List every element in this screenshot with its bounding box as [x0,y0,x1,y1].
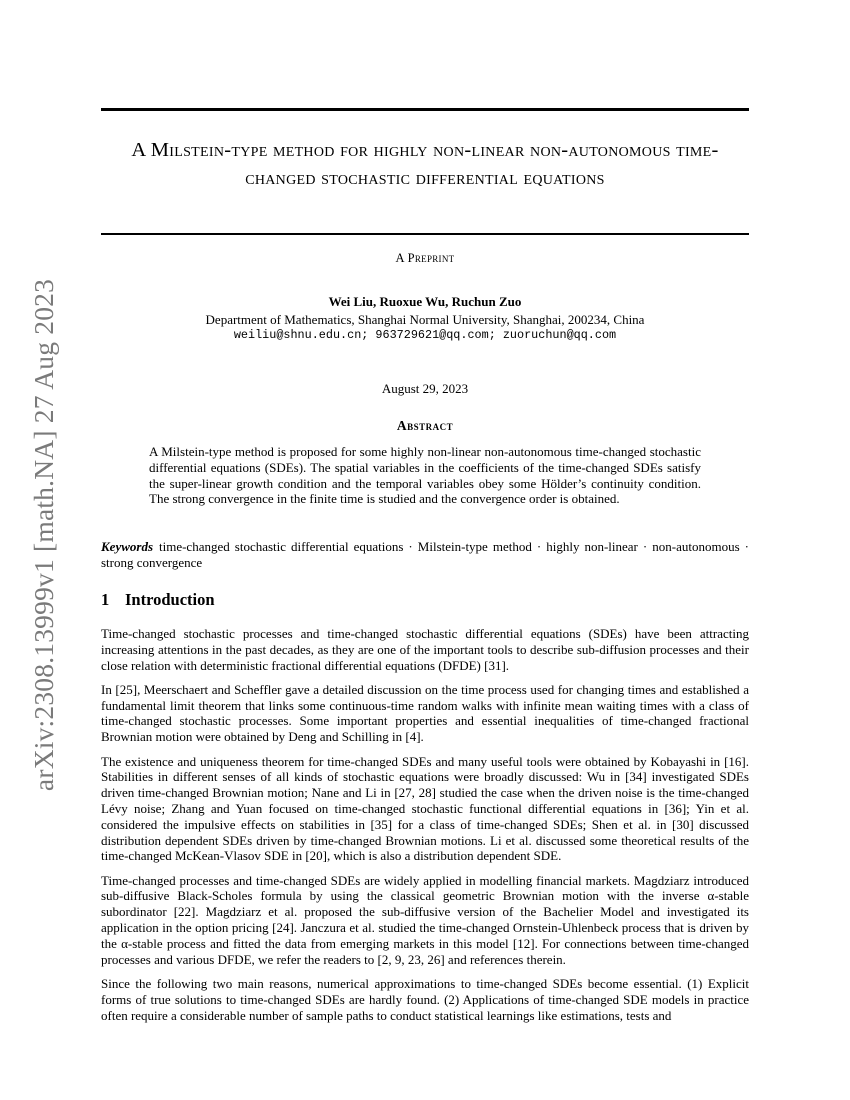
preprint-label: A Preprint [395,251,455,265]
author-emails: weiliu@shnu.edu.cn; 963729621@qq.com; zuoruchun@qq.com [233,328,617,342]
paper-date: August 29, 2023 [381,381,469,396]
body-paragraph: Time-changed processes and time-changed SDEs are widely applied in modelling financial markets. Magdziarz introduced sub-diffusive Black-Scholes formula by using the classical geometric Brownian motion with the inverse α-stable subordinator [22]. Magdziarz et al. proposed the sub-diffusive version of the Bachelier Model and investigated its application in the option pricing [24]. Janczura et al. studied the time-changed Ornstein-Uhlenbeck process that is driven by the α-stable process and fitted the data from emerging markets in this model [12]. For connections between time-changed processes and various DFDE, we refer the readers to [2, 9, 23, 26] and references therein. [101,872,749,967]
paper-title: A Milstein-type method for highly non-linear non-autonomous time-changed stochastic differential equations [131,139,719,189]
author-list: Wei Liu, Ruoxue Wu, Ruchun Zuo [328,294,522,309]
body-paragraph: The existence and uniqueness theorem for time-changed SDEs and many useful tools were obtained by Kobayashi in [16]. Stabilities in different senses of all kinds of stochastic equations were broadly discussed: Wu in [34] investigated SDEs driven time-changed Brownian motion; Nane and Li in [27, 28] studied the case when the driven noise is the time-changed Lévy noise; Zhang and Yuan focused on time-changed stochastic functional differential equations in [36]; Yin et al. considered the impulsive effects on stabilities in [35] for a class of time-changed SDEs; Shen et al. in [30] discussed distribution dependent SDEs driven by time-changed Brownian motions. Li et al. discussed some theoretical results of the time-changed McKean-Vlasov SDE in [20], which is also a distribution dependent SDE. [101,753,749,864]
section-title: Introduction [125,590,215,609]
keywords-text: time-changed stochastic differential equations · Milstein-type method · highly non-linear · non-autonomous · strong convergence [101,539,749,570]
arxiv-identifier-stamp [19,270,69,800]
arxiv-identifier-text: arXiv:2308.13999v1 [math.NA] 27 Aug 2023 [28,278,59,792]
abstract-text: A Milstein-type method is proposed for some highly non-linear non-autonomous time-changed stochastic differential equations (SDEs). The spatial variables in the coefficients of the time-changed SDEs satisfy the super-linear growth condition and the temporal variables obey some Hölder’s continuity condition. The strong convergence in the finite time is studied and the convergence order is obtained. [149,444,701,507]
abstract-heading: Abstract [396,418,454,433]
title-top-rule [101,108,749,111]
author-affiliation: Department of Mathematics, Shanghai Normal University, Shanghai, 200234, China [205,312,645,327]
title-bottom-rule [101,233,749,235]
body-paragraph: Since the following two main reasons, numerical approximations to time-changed SDEs become essential. (1) Explicit forms of true solutions to time-changed SDEs are hardly found. (2) Applications of time-changed SDE models in practice often require a considerable number of sample paths to conduct statistical learnings like estimations, tests and [101,975,749,1023]
body-paragraph: Time-changed stochastic processes and time-changed stochastic differential equations (SDEs) have been attracting increasing attentions in the past decades, as they are one of the important tools to describe sub-diffusion processes and their close relation with deterministic fractional differential equations (DFDE) [31]. [101,626,749,673]
keywords-block [101,539,749,571]
introduction-body [101,626,749,1032]
keywords-label: Keywords [101,539,153,554]
section-number: 1 [101,590,110,609]
section-heading-introduction [101,590,749,610]
body-paragraph: In [25], Meerschaert and Scheffler gave a detailed discussion on the time process used for changing times and established a fundamental limit theorem that links some continuous-time random walks with infinite mean waiting times with a class of time-changed stochastic processes. Some important properties and essential inequalities of time-changed fractional Brownian motion were obtained by Deng and Schilling in [4]. [101,681,749,745]
